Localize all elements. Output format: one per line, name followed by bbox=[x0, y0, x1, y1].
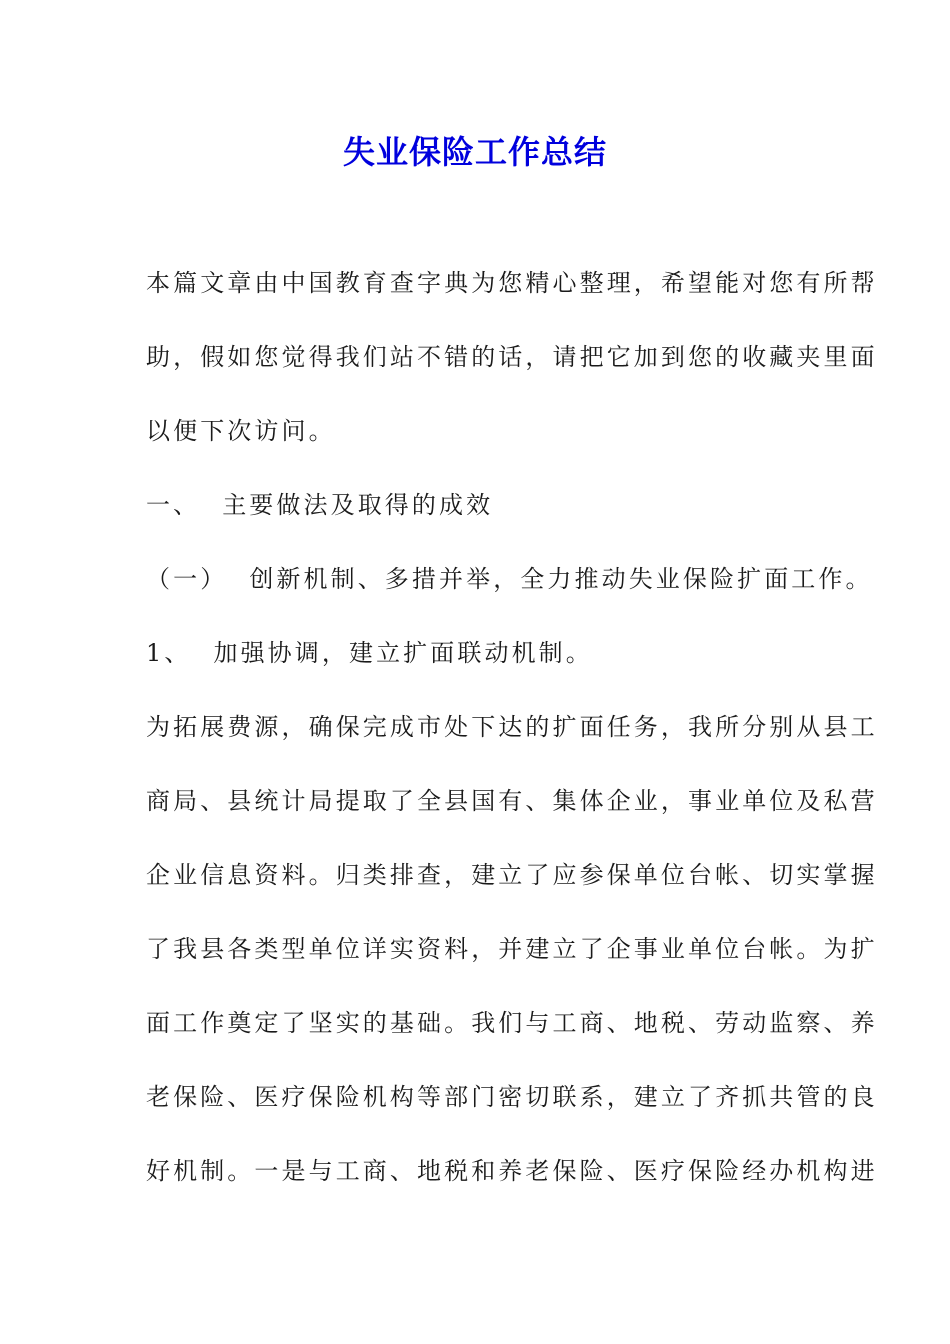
section-heading-3-number: 1、 bbox=[146, 639, 192, 667]
intro-paragraph bbox=[146, 246, 878, 468]
body-line: 了我县各类型单位详实资料，并建立了企事业单位台帐。为扩 bbox=[146, 935, 878, 963]
intro-line: 助，假如您觉得我们站不错的话，请把它加到您的收藏夹里面 bbox=[146, 343, 878, 371]
section-heading-3 bbox=[146, 616, 811, 690]
section-heading-1 bbox=[146, 468, 811, 542]
section-heading-2 bbox=[146, 542, 873, 616]
intro-line: 本篇文章由中国教育查字典为您精心整理，希望能对您有所帮 bbox=[146, 269, 878, 297]
body-line: 好机制。一是与工商、地税和养老保险、医疗保险经办机构进 bbox=[146, 1157, 878, 1185]
section-heading-2-text: 创新机制、多措并举，全力推动失业保险扩面工作。 bbox=[249, 565, 873, 593]
body-line: 为拓展费源，确保完成市处下达的扩面任务，我所分别从县工 bbox=[146, 713, 878, 741]
intro-line: 以便下次访问。 bbox=[146, 417, 336, 445]
section-heading-1-number: 一、 bbox=[146, 491, 201, 519]
body-line: 面工作奠定了坚实的基础。我们与工商、地税、劳动监察、养 bbox=[146, 1009, 878, 1037]
body-line: 商局、县统计局提取了全县国有、集体企业，事业单位及私营 bbox=[146, 787, 878, 815]
body-line: 企业信息资料。归类排查，建立了应参保单位台帐、切实掌握 bbox=[146, 861, 878, 889]
section-heading-2-number: （一） bbox=[146, 565, 228, 593]
body-line: 老保险、医疗保险机构等部门密切联系，建立了齐抓共管的良 bbox=[146, 1083, 878, 1111]
body-paragraph bbox=[146, 690, 878, 1208]
document-title: 失业保险工作总结 bbox=[342, 133, 607, 171]
document-body bbox=[146, 246, 878, 1208]
section-heading-3-text: 加强协调，建立扩面联动机制。 bbox=[213, 639, 593, 667]
section-heading-1-text: 主要做法及取得的成效 bbox=[222, 491, 494, 519]
